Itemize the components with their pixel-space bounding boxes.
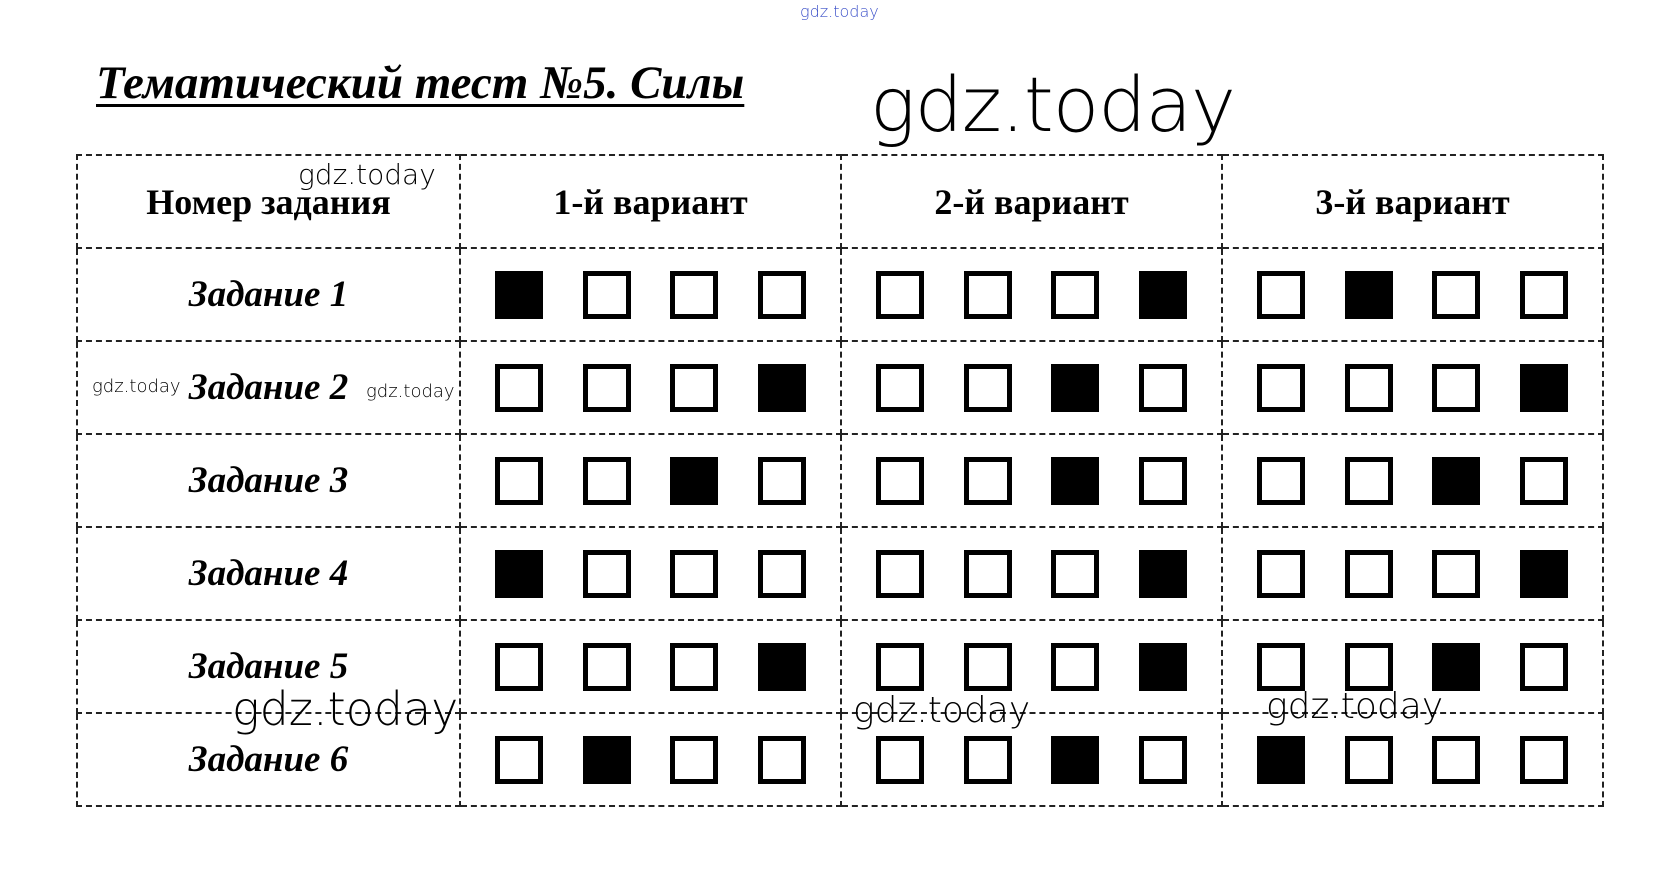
answer-box-empty xyxy=(495,457,543,505)
variant-1-answers xyxy=(460,341,841,434)
answer-box-empty xyxy=(1345,550,1393,598)
task-label: Задание 1 xyxy=(77,248,460,341)
answer-box-empty xyxy=(495,736,543,784)
variant-1-answers xyxy=(460,713,841,806)
answer-box-empty xyxy=(876,457,924,505)
header-variant-2: 2-й вариант xyxy=(841,155,1222,248)
header-variant-3: 3-й вариант xyxy=(1222,155,1603,248)
answer-box-empty xyxy=(670,736,718,784)
answer-box-empty xyxy=(964,643,1012,691)
answer-box-empty xyxy=(758,736,806,784)
task-label: Задание 5 xyxy=(77,620,460,713)
variant-2-answers xyxy=(841,248,1222,341)
answer-box-empty xyxy=(1051,643,1099,691)
answer-box-empty xyxy=(876,736,924,784)
answer-box-empty xyxy=(876,643,924,691)
variant-3-answers xyxy=(1222,527,1603,620)
answer-box-empty xyxy=(1257,364,1305,412)
header-variant-1: 1-й вариант xyxy=(460,155,841,248)
answer-box-filled xyxy=(1139,271,1187,319)
answer-box-filled xyxy=(1432,457,1480,505)
answer-box-empty xyxy=(1257,457,1305,505)
answer-box-empty xyxy=(1051,550,1099,598)
answer-box-empty xyxy=(583,643,631,691)
answer-box-empty xyxy=(1432,271,1480,319)
answer-box-empty xyxy=(495,643,543,691)
answer-box-empty xyxy=(1520,457,1568,505)
answer-box-filled xyxy=(1432,643,1480,691)
answer-box-empty xyxy=(670,643,718,691)
table-row xyxy=(77,527,1603,620)
task-label: Задание 2 xyxy=(77,341,460,434)
answer-box-empty xyxy=(1139,736,1187,784)
answer-box-empty xyxy=(670,550,718,598)
answer-box-empty xyxy=(1520,643,1568,691)
answer-box-filled xyxy=(1051,364,1099,412)
table-row xyxy=(77,341,1603,434)
answer-box-empty xyxy=(583,364,631,412)
answer-box-empty xyxy=(876,364,924,412)
answer-box-empty xyxy=(758,271,806,319)
table-row xyxy=(77,248,1603,341)
watermark-header: gdz.today xyxy=(298,158,436,191)
answer-box-filled xyxy=(1345,271,1393,319)
answer-box-filled xyxy=(583,736,631,784)
answer-box-empty xyxy=(1520,736,1568,784)
answer-box-empty xyxy=(1139,457,1187,505)
answer-box-empty xyxy=(1432,550,1480,598)
variant-2-answers xyxy=(841,434,1222,527)
answer-box-empty xyxy=(1432,364,1480,412)
watermark-row5-middle: gdz.today xyxy=(853,690,1031,731)
answer-box-empty xyxy=(1139,364,1187,412)
variant-1-answers xyxy=(460,248,841,341)
answer-box-empty xyxy=(1345,643,1393,691)
variant-3-answers xyxy=(1222,248,1603,341)
answer-box-filled xyxy=(1257,736,1305,784)
page-title: Тематический тест №5. Силы xyxy=(96,57,745,109)
answer-box-filled xyxy=(758,643,806,691)
answer-box-filled xyxy=(1520,364,1568,412)
variant-2-answers xyxy=(841,527,1222,620)
header-task-number: Номер задания xyxy=(77,155,460,248)
answer-box-filled xyxy=(1520,550,1568,598)
watermark-top: gdz.today xyxy=(800,2,879,21)
answer-box-empty xyxy=(495,364,543,412)
variant-1-answers xyxy=(460,434,841,527)
answer-box-empty xyxy=(964,271,1012,319)
answer-box-empty xyxy=(583,457,631,505)
variant-1-answers xyxy=(460,620,841,713)
answer-box-empty xyxy=(758,550,806,598)
variant-2-answers xyxy=(841,341,1222,434)
watermark-large: gdz.today xyxy=(870,60,1235,149)
answer-box-empty xyxy=(876,550,924,598)
answer-box-empty xyxy=(1257,643,1305,691)
answer-box-filled xyxy=(1051,736,1099,784)
answer-box-filled xyxy=(1139,643,1187,691)
answer-box-empty xyxy=(758,457,806,505)
answer-box-empty xyxy=(964,364,1012,412)
watermark-row2-left: gdz.today xyxy=(92,376,181,397)
task-label: Задание 6 xyxy=(77,713,460,806)
answer-box-empty xyxy=(670,364,718,412)
answer-box-empty xyxy=(964,550,1012,598)
answer-box-empty xyxy=(1257,550,1305,598)
task-label: Задание 4 xyxy=(77,527,460,620)
variant-1-answers xyxy=(460,527,841,620)
answer-box-filled xyxy=(1051,457,1099,505)
answer-box-empty xyxy=(583,550,631,598)
answer-box-empty xyxy=(670,271,718,319)
watermark-row5-right: gdz.today xyxy=(1266,686,1444,727)
table-row xyxy=(77,434,1603,527)
watermark-row2-right: gdz.today xyxy=(366,381,455,402)
answer-box-filled xyxy=(495,550,543,598)
answer-box-empty xyxy=(1345,736,1393,784)
watermark-row5-left: gdz.today xyxy=(232,682,459,736)
task-label: Задание 3 xyxy=(77,434,460,527)
variant-3-answers xyxy=(1222,434,1603,527)
answer-box-empty xyxy=(1432,736,1480,784)
answer-box-filled xyxy=(758,364,806,412)
answer-box-filled xyxy=(670,457,718,505)
answer-box-empty xyxy=(876,271,924,319)
answer-box-empty xyxy=(1051,271,1099,319)
answer-box-filled xyxy=(495,271,543,319)
answer-box-empty xyxy=(1520,271,1568,319)
answer-box-empty xyxy=(964,736,1012,784)
answer-box-empty xyxy=(1345,364,1393,412)
answer-box-empty xyxy=(1345,457,1393,505)
variant-3-answers xyxy=(1222,341,1603,434)
answer-box-empty xyxy=(964,457,1012,505)
answer-box-empty xyxy=(583,271,631,319)
answer-box-empty xyxy=(1257,271,1305,319)
answer-box-filled xyxy=(1139,550,1187,598)
